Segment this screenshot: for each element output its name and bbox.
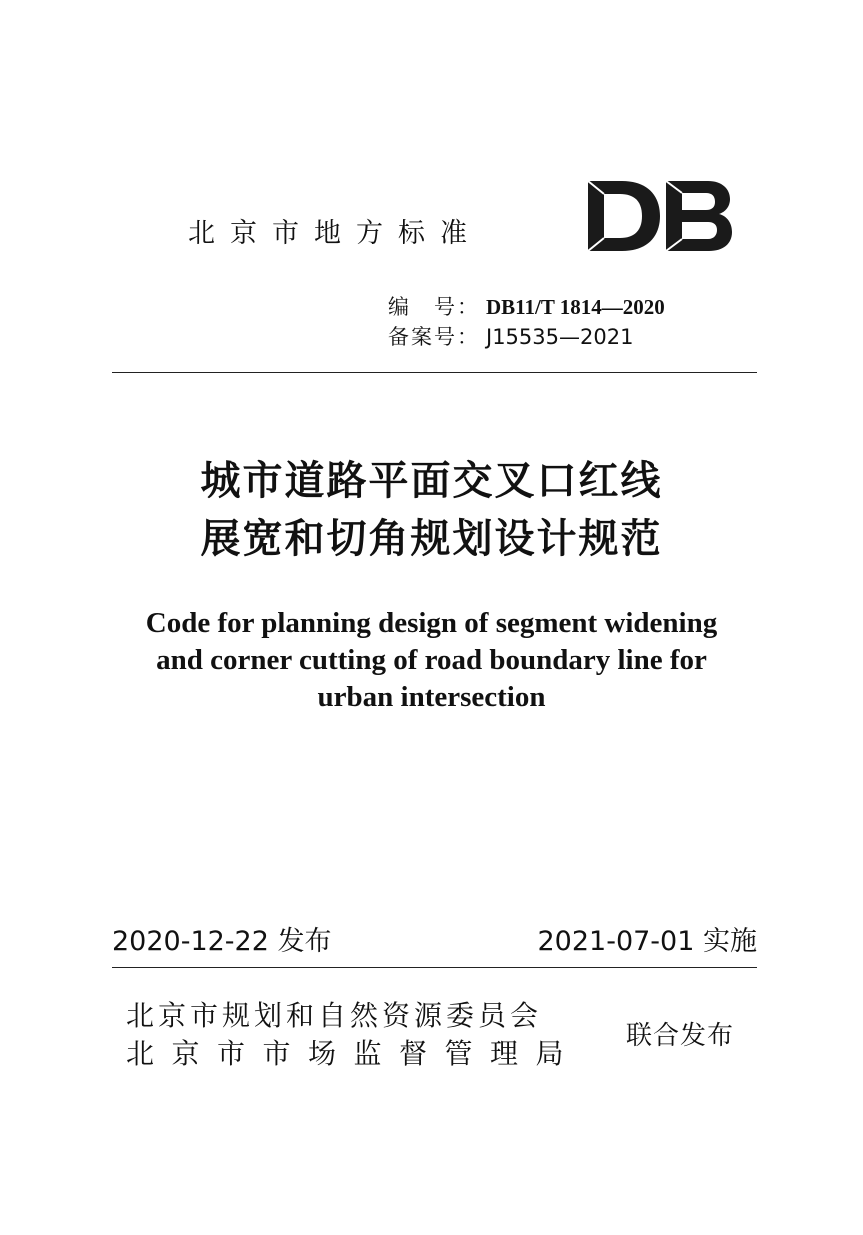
top-divider <box>112 372 757 373</box>
standard-number-row <box>388 292 665 322</box>
english-title <box>0 605 863 716</box>
english-title-line-3: urban intersection <box>317 681 546 713</box>
effective-date: 2021-07-01 实施 <box>537 926 757 957</box>
standard-type-heading: 北京市地方标准 <box>188 218 482 249</box>
chinese-title-line-2: 展宽和切角规划设计规范 <box>200 516 663 562</box>
chinese-title-line-1: 城市道路平面交叉口红线 <box>200 458 663 504</box>
issuer-market-regulation: 北京市市场监督管理局 <box>126 1037 582 1070</box>
db-logo <box>584 178 734 254</box>
standard-number-label: 编 号： <box>388 295 480 319</box>
bottom-divider <box>112 967 757 968</box>
issuer-planning-commission: 北京市规划和自然资源委员会 <box>126 999 543 1032</box>
record-number-value: J15535—2021 <box>486 325 634 349</box>
standard-number-value: DB11/T 1814—2020 <box>486 295 665 319</box>
chinese-title <box>0 452 863 568</box>
joint-issue-label: 联合发布 <box>626 1021 735 1051</box>
issue-date: 2020-12-22 发布 <box>112 926 332 957</box>
english-title-line-2: and corner cutting of road boundary line for <box>156 644 707 676</box>
issuing-organizations <box>126 997 581 1073</box>
record-number-label: 备案号： <box>388 325 480 349</box>
record-number-row <box>388 322 665 352</box>
english-title-line-1: Code for planning design of segment widening <box>145 607 718 639</box>
code-block <box>388 292 665 352</box>
